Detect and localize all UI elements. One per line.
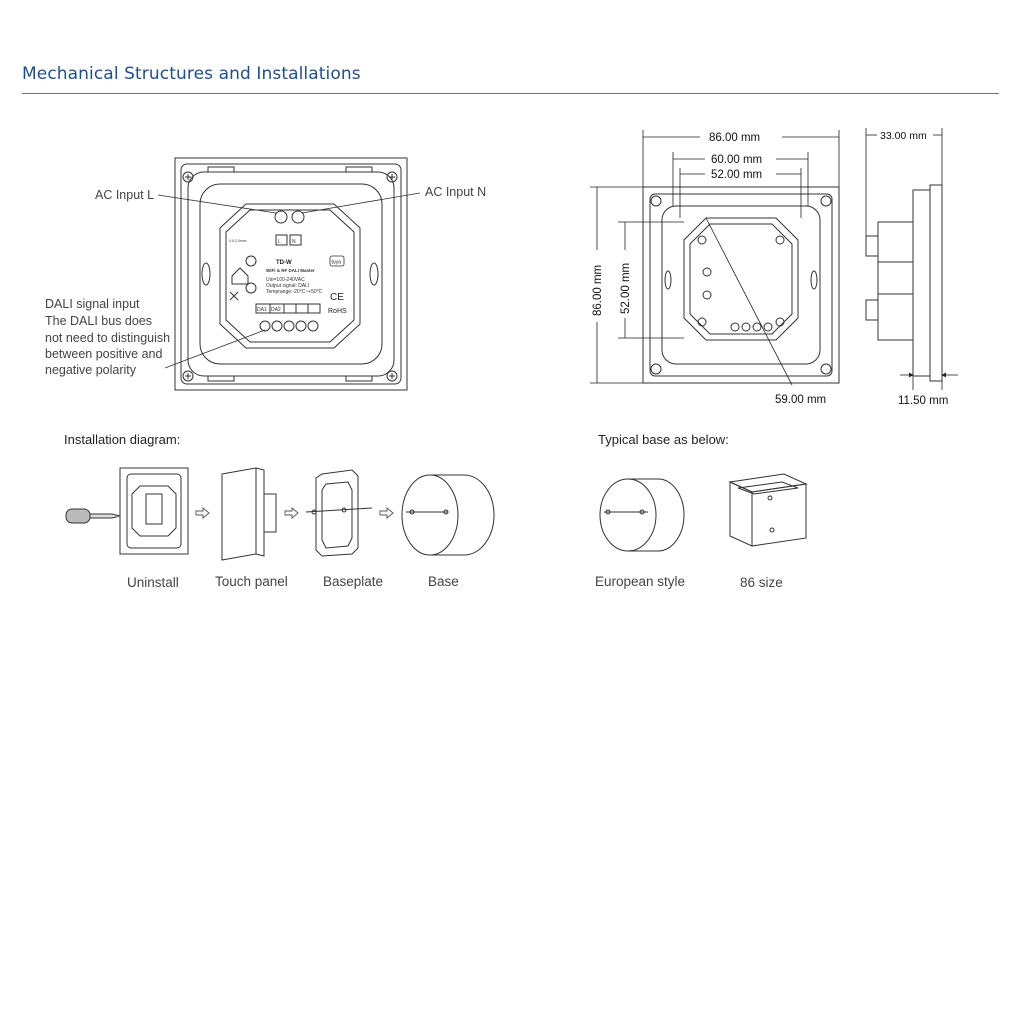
dali-terminal-1-label: DA1	[257, 307, 267, 313]
spec-line-3: Temprange:-20°C~+50°C	[266, 289, 323, 295]
width-outer-dim: 86.00 mm	[709, 132, 761, 144]
baseplate-illustration	[306, 470, 372, 556]
dali-note-line-2: The DALI bus does	[45, 314, 153, 328]
dali-note	[45, 297, 170, 377]
base-illustration	[402, 475, 494, 555]
corner-screw-tl	[183, 172, 193, 182]
rohs-mark: RoHS	[328, 308, 347, 315]
height-inner-dim: 52.00 mm	[620, 262, 632, 314]
arrow-icon	[285, 508, 298, 518]
step-touch-panel: Touch panel	[215, 574, 288, 589]
ce-mark: CE	[330, 292, 344, 303]
dali-note-line-5: negative polarity	[45, 363, 137, 377]
install-arrows	[196, 508, 393, 518]
depth-total-dim: 33.00 mm	[880, 130, 927, 142]
arrow-icon	[196, 508, 209, 518]
installation-heading: Installation diagram:	[64, 432, 181, 447]
back-view-drawing	[175, 158, 407, 390]
corner-screw-br	[387, 371, 397, 381]
base-type-european: European style	[595, 574, 686, 589]
width-inner-dim: 52.00 mm	[711, 169, 763, 181]
typical-base-heading: Typical base as below:	[598, 432, 729, 447]
spec-line-2: Output signal: DALI	[266, 283, 310, 289]
dali-note-line-3: not need to distinguish	[45, 331, 171, 345]
dimension-front-drawing	[643, 187, 839, 383]
dali-note-line-1: DALI signal input	[45, 297, 140, 311]
step-baseplate: Baseplate	[323, 574, 384, 589]
height-outer-dim: 86.00 mm	[592, 264, 604, 316]
size-86-base-illustration	[730, 474, 806, 546]
terminal-n-label: N	[292, 239, 296, 245]
european-base-illustration	[600, 479, 684, 551]
model-label: TD-W	[276, 260, 292, 266]
home-icon	[232, 268, 248, 284]
step-uninstall: Uninstall	[127, 575, 179, 590]
dimension-side-drawing	[866, 185, 942, 381]
dali-terminal-2-label: DA2	[271, 307, 281, 313]
terminal-l-label: L	[278, 239, 281, 245]
diagonal-dim: 59.00 mm	[775, 394, 827, 406]
tuya-badge: tuya	[331, 259, 341, 266]
width-mid-dim: 60.00 mm	[711, 154, 763, 166]
uninstall-illustration	[66, 468, 188, 554]
dali-note-line-4: between positive and	[45, 347, 163, 361]
touch-panel-illustration	[222, 468, 276, 560]
page-title: Mechanical Structures and Installations	[22, 64, 361, 84]
spec-line-1: Uin=100-240VAC	[266, 277, 305, 283]
ac-input-n-label: AC Input N	[425, 185, 487, 199]
arrow-icon	[380, 508, 393, 518]
wire-spec-label: 0.5-2.0mm²	[229, 239, 247, 243]
weee-bin-icon	[230, 292, 238, 300]
step-base: Base	[428, 574, 459, 589]
base-type-86: 86 size	[740, 575, 783, 590]
product-name-label: WiFi & RF DALI Master	[266, 268, 315, 273]
side-dimension-lines	[866, 128, 958, 390]
corner-screw-bl	[183, 371, 193, 381]
ac-input-l-label: AC Input L	[95, 188, 155, 202]
depth-panel-dim: 11.50 mm	[898, 395, 949, 407]
